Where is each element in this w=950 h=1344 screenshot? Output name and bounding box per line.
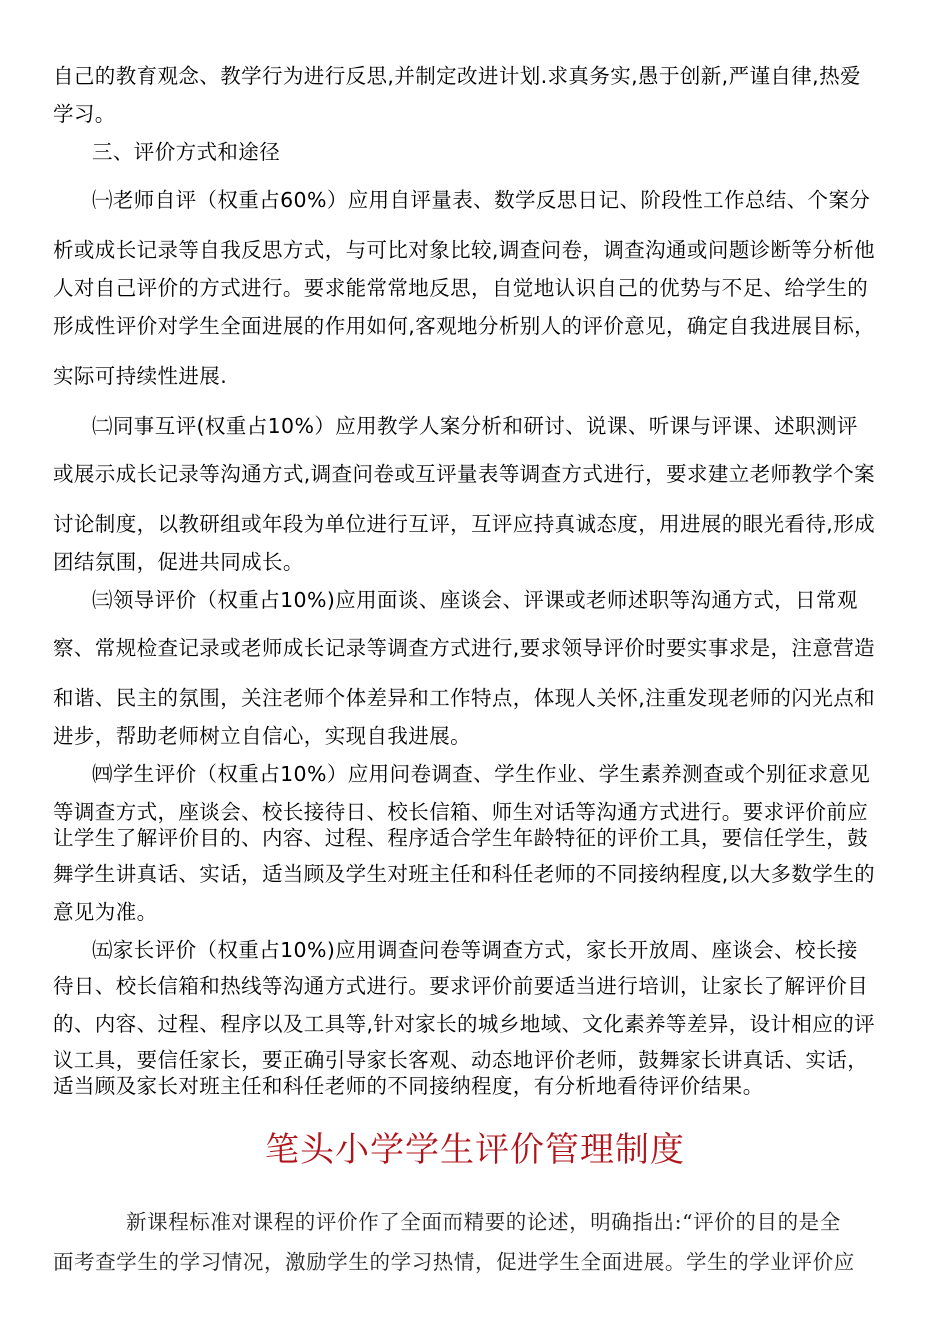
body-line: 实际可持续性进展. [53, 364, 228, 388]
body-line: 析或成长记录等自我反思方式，与可比对象比较,调查问卷，调查沟通或问题诊断等分析他 [53, 238, 876, 262]
body-line: 和谐、民主的氛围，关注老师个体差异和工作特点，体现人关怀,注重发现老师的闪光点和 [53, 686, 876, 710]
body-line: 人对自己评价的方式进行。要求能常常地反思，自觉地认识自己的优势与不足、给学生的 [53, 276, 869, 300]
body-line: 让学生了解评价目的、内容、过程、程序适合学生年龄特征的评价工具，要信任学生，鼓 [53, 826, 869, 850]
intro-line: 面考查学生的学习情况，激励学生的学习热情，促进学生全面进展。学生的学业评价应 [53, 1250, 855, 1274]
body-line: 形成性评价对学生全面进展的作用如何,客观地分析别人的评价意见，确定自我进展目标， [53, 314, 876, 338]
body-line: 议工具，要信任家长，要正确引导家长客观、动态地评价老师，鼓舞家长讲真话、实话， [53, 1048, 869, 1072]
body-line: 或展示成长记录等沟通方式,调查问卷或互评量表等调查方式进行，要求建立老师教学个案 [53, 462, 876, 486]
body-line: 进步，帮助老师树立自信心，实现自我进展。 [53, 724, 471, 748]
body-line: 舞学生讲真话、实话，适当顾及学生对班主任和科任老师的不同接纳程度,以大多数学生的 [53, 862, 876, 886]
body-line: 适当顾及家长对班主任和科任老师的不同接纳程度，有分析地看待评价结果。 [53, 1074, 764, 1098]
body-line: 团结氛围，促进共同成长。 [53, 550, 304, 574]
body-line: ㈡同事互评(权重占10%）应用教学人案分析和研讨、说课、听课与评课、述职测评 [92, 414, 858, 438]
body-line: ㈠老师自评（权重占60%）应用自评量表、数学反思日记、阶段性工作总结、个案分 [92, 188, 871, 212]
body-line: 学习。 [53, 102, 116, 126]
section-title: 笔头小学学生评价管理制度 [265, 1130, 685, 1170]
body-line: 意见为准。 [53, 900, 158, 924]
body-line: 自己的教育观念、教学行为进行反思,并制定改进计划.求真务实,愚于创新,严谨自律,热爱 [53, 64, 861, 88]
body-line: 察、常规检查记录或老师成长记录等调查方式进行,要求领导评价时要实事求是，注意营造 [53, 636, 876, 660]
body-line: 待日、校长信箱和热线等沟通方式进行。要求评价前要适当进行培训，让家长了解评价目 [53, 974, 869, 998]
body-line: ㈣学生评价（权重占10%）应用问卷调查、学生作业、学生素养测查或个别征求意见 [92, 762, 871, 786]
body-line: 等调查方式，座谈会、校长接待日、校长信箱、师生对话等沟通方式进行。要求评价前应 [53, 800, 869, 824]
body-line: 的、内容、过程、程序以及工具等,针对家长的城乡地域、文化素养等差异，设计相应的评 [53, 1012, 876, 1036]
section-heading: 三、评价方式和途径 [92, 140, 281, 164]
body-line: ㈤家长评价（权重占10%)应用调查问卷等调查方式，家长开放周、座谈会、校长接 [92, 938, 858, 962]
body-line: ㈢领导评价（权重占10%)应用面谈、座谈会、评课或老师述职等沟通方式，日常观 [92, 588, 858, 612]
body-line: 讨论制度，以教研组或年段为单位进行互评，互评应持真诚态度，用进展的眼光看待,形成 [53, 512, 876, 536]
intro-line: 新课程标准对课程的评价作了全面而精要的论述，明确指出:“评价的目的是全 [126, 1210, 841, 1234]
